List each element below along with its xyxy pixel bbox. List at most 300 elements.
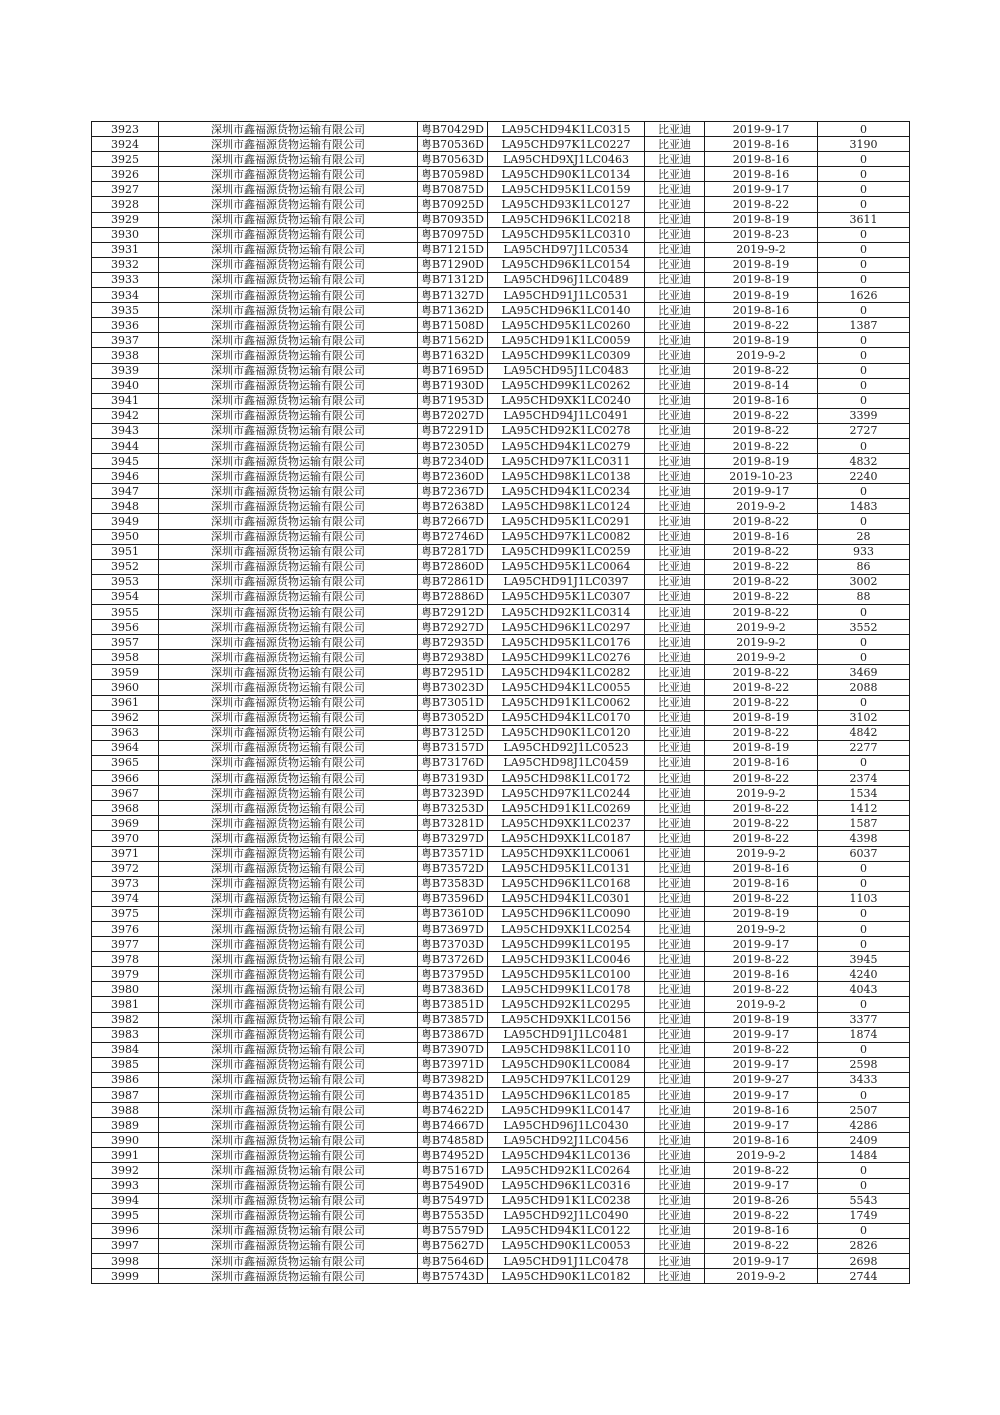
table-row [92, 1193, 910, 1208]
value-cell: 3399 [818, 408, 910, 423]
plate-number-cell: 粤B70563D [418, 152, 488, 167]
value-cell: 2598 [818, 1057, 910, 1072]
brand-cell: 比亚迪 [645, 288, 705, 303]
table-row [92, 227, 910, 242]
plate-number-cell: 粤B72638D [418, 499, 488, 514]
brand-cell: 比亚迪 [645, 1027, 705, 1042]
vin-cell: LA95CHD99K1LC0259 [488, 544, 645, 559]
date-cell: 2019-8-22 [705, 771, 818, 786]
date-cell: 2019-8-16 [705, 876, 818, 891]
vin-cell: LA95CHD90K1LC0134 [488, 167, 645, 182]
brand-cell: 比亚迪 [645, 710, 705, 725]
date-cell: 2019-8-22 [705, 1238, 818, 1253]
vin-cell: LA95CHD98K1LC0172 [488, 771, 645, 786]
brand-cell: 比亚迪 [645, 937, 705, 952]
table-row [92, 997, 910, 1012]
row-number-cell: 3990 [92, 1133, 159, 1148]
vin-cell: LA95CHD95J1LC0483 [488, 363, 645, 378]
plate-number-cell: 粤B72935D [418, 635, 488, 650]
company-name-cell: 深圳市鑫福源货物运输有限公司 [159, 725, 418, 740]
brand-cell: 比亚迪 [645, 423, 705, 438]
value-cell: 0 [818, 650, 910, 665]
brand-cell: 比亚迪 [645, 967, 705, 982]
brand-cell: 比亚迪 [645, 816, 705, 831]
plate-number-cell: 粤B73726D [418, 952, 488, 967]
value-cell: 0 [818, 921, 910, 936]
company-name-cell: 深圳市鑫福源货物运输有限公司 [159, 861, 418, 876]
vin-cell: LA95CHD96K1LC0297 [488, 620, 645, 635]
table-row [92, 378, 910, 393]
row-number-cell: 3936 [92, 318, 159, 333]
table-row [92, 1269, 910, 1284]
plate-number-cell: 粤B70975D [418, 227, 488, 242]
vin-cell: LA95CHD98K1LC0124 [488, 499, 645, 514]
table-row [92, 212, 910, 227]
date-cell: 2019-8-19 [705, 740, 818, 755]
date-cell: 2019-8-19 [705, 257, 818, 272]
brand-cell: 比亚迪 [645, 348, 705, 363]
plate-number-cell: 粤B74622D [418, 1103, 488, 1118]
row-number-cell: 3985 [92, 1057, 159, 1072]
table-row [92, 272, 910, 287]
row-number-cell: 3937 [92, 333, 159, 348]
vin-cell: LA95CHD9XK1LC0237 [488, 816, 645, 831]
row-number-cell: 3981 [92, 997, 159, 1012]
plate-number-cell: 粤B70429D [418, 122, 488, 137]
row-number-cell: 3941 [92, 393, 159, 408]
brand-cell: 比亚迪 [645, 1012, 705, 1027]
row-number-cell: 3945 [92, 454, 159, 469]
value-cell: 0 [818, 272, 910, 287]
value-cell: 0 [818, 303, 910, 318]
value-cell: 1483 [818, 499, 910, 514]
date-cell: 2019-8-16 [705, 755, 818, 770]
company-name-cell: 深圳市鑫福源货物运输有限公司 [159, 695, 418, 710]
table-row [92, 122, 910, 137]
table-row [92, 831, 910, 846]
company-name-cell: 深圳市鑫福源货物运输有限公司 [159, 680, 418, 695]
value-cell: 3433 [818, 1072, 910, 1087]
company-name-cell: 深圳市鑫福源货物运输有限公司 [159, 997, 418, 1012]
date-cell: 2019-8-22 [705, 891, 818, 906]
plate-number-cell: 粤B72860D [418, 559, 488, 574]
plate-number-cell: 粤B72861D [418, 574, 488, 589]
date-cell: 2019-8-26 [705, 1193, 818, 1208]
plate-number-cell: 粤B75579D [418, 1223, 488, 1238]
brand-cell: 比亚迪 [645, 363, 705, 378]
brand-cell: 比亚迪 [645, 1238, 705, 1253]
brand-cell: 比亚迪 [645, 846, 705, 861]
row-number-cell: 3934 [92, 288, 159, 303]
table-row [92, 740, 910, 755]
brand-cell: 比亚迪 [645, 197, 705, 212]
date-cell: 2019-8-16 [705, 1103, 818, 1118]
date-cell: 2019-8-16 [705, 303, 818, 318]
date-cell: 2019-9-2 [705, 1148, 818, 1163]
value-cell: 0 [818, 257, 910, 272]
row-number-cell: 3972 [92, 861, 159, 876]
brand-cell: 比亚迪 [645, 378, 705, 393]
row-number-cell: 3940 [92, 378, 159, 393]
vin-cell: LA95CHD9XK1LC0187 [488, 831, 645, 846]
company-name-cell: 深圳市鑫福源货物运输有限公司 [159, 921, 418, 936]
brand-cell: 比亚迪 [645, 438, 705, 453]
row-number-cell: 3963 [92, 725, 159, 740]
row-number-cell: 3943 [92, 423, 159, 438]
company-name-cell: 深圳市鑫福源货物运输有限公司 [159, 363, 418, 378]
vin-cell: LA95CHD93K1LC0127 [488, 197, 645, 212]
value-cell: 4842 [818, 725, 910, 740]
value-cell: 3552 [818, 620, 910, 635]
company-name-cell: 深圳市鑫福源货物运输有限公司 [159, 1103, 418, 1118]
company-name-cell: 深圳市鑫福源货物运输有限公司 [159, 454, 418, 469]
plate-number-cell: 粤B71362D [418, 303, 488, 318]
vin-cell: LA95CHD97J1LC0534 [488, 242, 645, 257]
vin-cell: LA95CHD9XK1LC0254 [488, 921, 645, 936]
value-cell: 3377 [818, 1012, 910, 1027]
plate-number-cell: 粤B71695D [418, 363, 488, 378]
value-cell: 0 [818, 348, 910, 363]
plate-number-cell: 粤B72886D [418, 589, 488, 604]
vin-cell: LA95CHD99K1LC0276 [488, 650, 645, 665]
plate-number-cell: 粤B75627D [418, 1238, 488, 1253]
brand-cell: 比亚迪 [645, 393, 705, 408]
date-cell: 2019-9-17 [705, 1118, 818, 1133]
value-cell: 0 [818, 167, 910, 182]
value-cell: 0 [818, 861, 910, 876]
value-cell: 0 [818, 182, 910, 197]
company-name-cell: 深圳市鑫福源货物运输有限公司 [159, 1148, 418, 1163]
date-cell: 2019-8-16 [705, 967, 818, 982]
row-number-cell: 3989 [92, 1118, 159, 1133]
row-number-cell: 3970 [92, 831, 159, 846]
value-cell: 0 [818, 378, 910, 393]
vin-cell: LA95CHD96J1LC0489 [488, 272, 645, 287]
brand-cell: 比亚迪 [645, 605, 705, 620]
vin-cell: LA95CHD95K1LC0100 [488, 967, 645, 982]
brand-cell: 比亚迪 [645, 1163, 705, 1178]
table-row [92, 438, 910, 453]
value-cell: 1749 [818, 1208, 910, 1223]
value-cell: 2507 [818, 1103, 910, 1118]
table-row [92, 967, 910, 982]
brand-cell: 比亚迪 [645, 257, 705, 272]
company-name-cell: 深圳市鑫福源货物运输有限公司 [159, 318, 418, 333]
company-name-cell: 深圳市鑫福源货物运输有限公司 [159, 1178, 418, 1193]
value-cell: 3002 [818, 574, 910, 589]
plate-number-cell: 粤B72305D [418, 438, 488, 453]
company-name-cell: 深圳市鑫福源货物运输有限公司 [159, 1269, 418, 1284]
vin-cell: LA95CHD96K1LC0316 [488, 1178, 645, 1193]
date-cell: 2019-9-2 [705, 620, 818, 635]
company-name-cell: 深圳市鑫福源货物运输有限公司 [159, 333, 418, 348]
date-cell: 2019-8-22 [705, 197, 818, 212]
row-number-cell: 3958 [92, 650, 159, 665]
vin-cell: LA95CHD92J1LC0456 [488, 1133, 645, 1148]
date-cell: 2019-8-22 [705, 423, 818, 438]
company-name-cell: 深圳市鑫福源货物运输有限公司 [159, 514, 418, 529]
vin-cell: LA95CHD99K1LC0309 [488, 348, 645, 363]
date-cell: 2019-8-22 [705, 680, 818, 695]
row-number-cell: 3984 [92, 1042, 159, 1057]
table-row [92, 1238, 910, 1253]
table-row [92, 1118, 910, 1133]
value-cell: 4043 [818, 982, 910, 997]
row-number-cell: 3964 [92, 740, 159, 755]
company-name-cell: 深圳市鑫福源货物运输有限公司 [159, 710, 418, 725]
vin-cell: LA95CHD9XJ1LC0463 [488, 152, 645, 167]
vin-cell: LA95CHD96K1LC0154 [488, 257, 645, 272]
plate-number-cell: 粤B73571D [418, 846, 488, 861]
table-row [92, 152, 910, 167]
row-number-cell: 3991 [92, 1148, 159, 1163]
company-name-cell: 深圳市鑫福源货物运输有限公司 [159, 1254, 418, 1269]
table-row [92, 1072, 910, 1087]
plate-number-cell: 粤B75167D [418, 1163, 488, 1178]
company-name-cell: 深圳市鑫福源货物运输有限公司 [159, 786, 418, 801]
row-number-cell: 3956 [92, 620, 159, 635]
brand-cell: 比亚迪 [645, 740, 705, 755]
date-cell: 2019-9-2 [705, 635, 818, 650]
plate-number-cell: 粤B71508D [418, 318, 488, 333]
table-row [92, 665, 910, 680]
brand-cell: 比亚迪 [645, 1178, 705, 1193]
date-cell: 2019-8-22 [705, 589, 818, 604]
value-cell: 3945 [818, 952, 910, 967]
company-name-cell: 深圳市鑫福源货物运输有限公司 [159, 182, 418, 197]
company-name-cell: 深圳市鑫福源货物运输有限公司 [159, 1163, 418, 1178]
date-cell: 2019-8-22 [705, 559, 818, 574]
row-number-cell: 3998 [92, 1254, 159, 1269]
company-name-cell: 深圳市鑫福源货物运输有限公司 [159, 1238, 418, 1253]
brand-cell: 比亚迪 [645, 574, 705, 589]
date-cell: 2019-8-22 [705, 514, 818, 529]
table-row [92, 318, 910, 333]
brand-cell: 比亚迪 [645, 1148, 705, 1163]
plate-number-cell: 粤B72746D [418, 529, 488, 544]
date-cell: 2019-9-2 [705, 499, 818, 514]
vin-cell: LA95CHD96K1LC0140 [488, 303, 645, 318]
company-name-cell: 深圳市鑫福源货物运输有限公司 [159, 559, 418, 574]
table-row [92, 499, 910, 514]
value-cell: 0 [818, 1223, 910, 1238]
table-row [92, 197, 910, 212]
table-row [92, 635, 910, 650]
company-name-cell: 深圳市鑫福源货物运输有限公司 [159, 1057, 418, 1072]
plate-number-cell: 粤B73596D [418, 891, 488, 906]
table-row [92, 559, 910, 574]
brand-cell: 比亚迪 [645, 952, 705, 967]
vin-cell: LA95CHD91J1LC0481 [488, 1027, 645, 1042]
table-row [92, 921, 910, 936]
brand-cell: 比亚迪 [645, 786, 705, 801]
date-cell: 2019-8-16 [705, 1133, 818, 1148]
company-name-cell: 深圳市鑫福源货物运输有限公司 [159, 1042, 418, 1057]
company-name-cell: 深圳市鑫福源货物运输有限公司 [159, 937, 418, 952]
company-name-cell: 深圳市鑫福源货物运输有限公司 [159, 529, 418, 544]
vin-cell: LA95CHD90K1LC0120 [488, 725, 645, 740]
plate-number-cell: 粤B73051D [418, 695, 488, 710]
plate-number-cell: 粤B70935D [418, 212, 488, 227]
vin-cell: LA95CHD98J1LC0459 [488, 755, 645, 770]
company-name-cell: 深圳市鑫福源货物运输有限公司 [159, 740, 418, 755]
vin-cell: LA95CHD92J1LC0523 [488, 740, 645, 755]
row-number-cell: 3952 [92, 559, 159, 574]
plate-number-cell: 粤B72927D [418, 620, 488, 635]
value-cell: 1587 [818, 816, 910, 831]
table-row [92, 257, 910, 272]
value-cell: 6037 [818, 846, 910, 861]
company-name-cell: 深圳市鑫福源货物运输有限公司 [159, 242, 418, 257]
value-cell: 3469 [818, 665, 910, 680]
date-cell: 2019-8-16 [705, 167, 818, 182]
vin-cell: LA95CHD97K1LC0082 [488, 529, 645, 544]
vin-cell: LA95CHD94K1LC0055 [488, 680, 645, 695]
brand-cell: 比亚迪 [645, 182, 705, 197]
brand-cell: 比亚迪 [645, 1118, 705, 1133]
table-row [92, 1254, 910, 1269]
plate-number-cell: 粤B73982D [418, 1072, 488, 1087]
value-cell: 88 [818, 589, 910, 604]
row-number-cell: 3955 [92, 605, 159, 620]
row-number-cell: 3935 [92, 303, 159, 318]
plate-number-cell: 粤B75743D [418, 1269, 488, 1284]
value-cell: 1412 [818, 801, 910, 816]
company-name-cell: 深圳市鑫福源货物运输有限公司 [159, 1133, 418, 1148]
vin-cell: LA95CHD96K1LC0090 [488, 906, 645, 921]
vin-cell: LA95CHD92K1LC0314 [488, 605, 645, 620]
value-cell: 0 [818, 363, 910, 378]
plate-number-cell: 粤B73583D [418, 876, 488, 891]
value-cell: 4832 [818, 454, 910, 469]
row-number-cell: 3966 [92, 771, 159, 786]
plate-number-cell: 粤B74858D [418, 1133, 488, 1148]
brand-cell: 比亚迪 [645, 771, 705, 786]
plate-number-cell: 粤B71327D [418, 288, 488, 303]
company-name-cell: 深圳市鑫福源货物运输有限公司 [159, 272, 418, 287]
row-number-cell: 3932 [92, 257, 159, 272]
vin-cell: LA95CHD94J1LC0491 [488, 408, 645, 423]
plate-number-cell: 粤B75497D [418, 1193, 488, 1208]
table-row [92, 303, 910, 318]
plate-number-cell: 粤B74351D [418, 1088, 488, 1103]
plate-number-cell: 粤B70598D [418, 167, 488, 182]
brand-cell: 比亚迪 [645, 212, 705, 227]
company-name-cell: 深圳市鑫福源货物运输有限公司 [159, 906, 418, 921]
table-row [92, 529, 910, 544]
date-cell: 2019-8-19 [705, 272, 818, 287]
plate-number-cell: 粤B73697D [418, 921, 488, 936]
brand-cell: 比亚迪 [645, 272, 705, 287]
plate-number-cell: 粤B73867D [418, 1027, 488, 1042]
table-row [92, 876, 910, 891]
value-cell: 1484 [818, 1148, 910, 1163]
brand-cell: 比亚迪 [645, 242, 705, 257]
table-row [92, 1208, 910, 1223]
table-row [92, 906, 910, 921]
date-cell: 2019-9-2 [705, 242, 818, 257]
company-name-cell: 深圳市鑫福源货物运输有限公司 [159, 288, 418, 303]
value-cell: 3102 [818, 710, 910, 725]
plate-number-cell: 粤B71215D [418, 242, 488, 257]
table-row [92, 469, 910, 484]
plate-number-cell: 粤B73907D [418, 1042, 488, 1057]
plate-number-cell: 粤B71290D [418, 257, 488, 272]
vin-cell: LA95CHD98K1LC0110 [488, 1042, 645, 1057]
date-cell: 2019-8-19 [705, 906, 818, 921]
vin-cell: LA95CHD97K1LC0244 [488, 786, 645, 801]
vin-cell: LA95CHD95K1LC0159 [488, 182, 645, 197]
company-name-cell: 深圳市鑫福源货物运输有限公司 [159, 967, 418, 982]
table-row [92, 1133, 910, 1148]
plate-number-cell: 粤B73157D [418, 740, 488, 755]
plate-number-cell: 粤B73281D [418, 816, 488, 831]
date-cell: 2019-8-16 [705, 861, 818, 876]
row-number-cell: 3993 [92, 1178, 159, 1193]
brand-cell: 比亚迪 [645, 1193, 705, 1208]
value-cell: 2744 [818, 1269, 910, 1284]
plate-number-cell: 粤B72027D [418, 408, 488, 423]
table-row [92, 710, 910, 725]
table-row [92, 408, 910, 423]
plate-number-cell: 粤B72817D [418, 544, 488, 559]
value-cell: 4286 [818, 1118, 910, 1133]
plate-number-cell: 粤B73193D [418, 771, 488, 786]
value-cell: 0 [818, 605, 910, 620]
company-name-cell: 深圳市鑫福源货物运输有限公司 [159, 469, 418, 484]
row-number-cell: 3929 [92, 212, 159, 227]
company-name-cell: 深圳市鑫福源货物运输有限公司 [159, 755, 418, 770]
date-cell: 2019-8-22 [705, 1163, 818, 1178]
company-name-cell: 深圳市鑫福源货物运输有限公司 [159, 771, 418, 786]
row-number-cell: 3949 [92, 514, 159, 529]
company-name-cell: 深圳市鑫福源货物运输有限公司 [159, 212, 418, 227]
row-number-cell: 3968 [92, 801, 159, 816]
date-cell: 2019-9-27 [705, 1072, 818, 1087]
value-cell: 0 [818, 514, 910, 529]
brand-cell: 比亚迪 [645, 1057, 705, 1072]
vin-cell: LA95CHD94K1LC0301 [488, 891, 645, 906]
vin-cell: LA95CHD96K1LC0185 [488, 1088, 645, 1103]
company-name-cell: 深圳市鑫福源货物运输有限公司 [159, 393, 418, 408]
plate-number-cell: 粤B71953D [418, 393, 488, 408]
value-cell: 2698 [818, 1254, 910, 1269]
row-number-cell: 3976 [92, 921, 159, 936]
company-name-cell: 深圳市鑫福源货物运输有限公司 [159, 257, 418, 272]
company-name-cell: 深圳市鑫福源货物运输有限公司 [159, 197, 418, 212]
date-cell: 2019-8-19 [705, 454, 818, 469]
date-cell: 2019-9-2 [705, 997, 818, 1012]
row-number-cell: 3978 [92, 952, 159, 967]
vin-cell: LA95CHD96J1LC0430 [488, 1118, 645, 1133]
row-number-cell: 3997 [92, 1238, 159, 1253]
plate-number-cell: 粤B72938D [418, 650, 488, 665]
date-cell: 2019-9-17 [705, 1254, 818, 1269]
brand-cell: 比亚迪 [645, 1223, 705, 1238]
value-cell: 2826 [818, 1238, 910, 1253]
date-cell: 2019-9-17 [705, 1027, 818, 1042]
row-number-cell: 3973 [92, 876, 159, 891]
company-name-cell: 深圳市鑫福源货物运输有限公司 [159, 589, 418, 604]
plate-number-cell: 粤B73125D [418, 725, 488, 740]
company-name-cell: 深圳市鑫福源货物运输有限公司 [159, 846, 418, 861]
table-row [92, 937, 910, 952]
date-cell: 2019-8-22 [705, 695, 818, 710]
plate-number-cell: 粤B73610D [418, 906, 488, 921]
date-cell: 2019-8-19 [705, 333, 818, 348]
table-row [92, 333, 910, 348]
date-cell: 2019-9-17 [705, 937, 818, 952]
